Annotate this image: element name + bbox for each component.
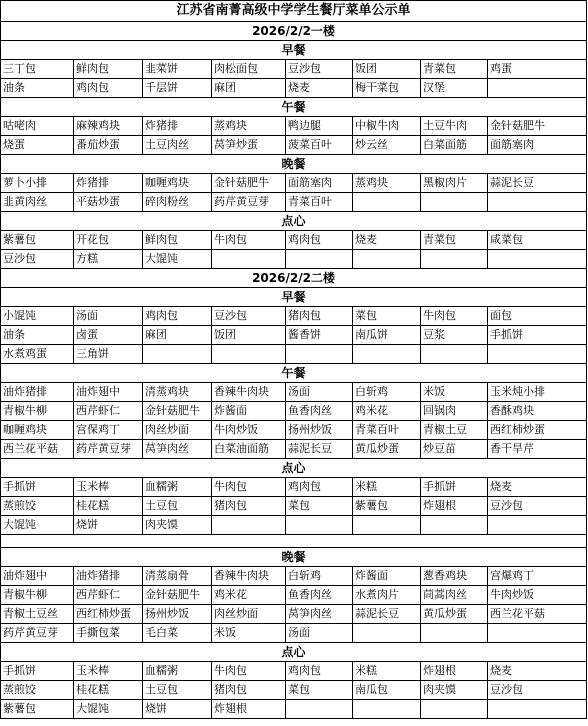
menu-cell: 白斩鸡 [286,567,353,586]
meal-heading-row [1,98,587,117]
menu-cell: 青菜百叶 [286,193,353,212]
menu-row [1,681,587,700]
menu-cell: 汤面 [286,383,353,402]
menu-cell: 饭团 [353,60,421,79]
menu-cell: 菜包 [286,681,353,700]
menu-cell: 平菇炒蛋 [74,193,143,212]
menu-cell: 青菜百叶 [353,421,421,440]
meal-heading-row [1,41,587,60]
menu-cell: 玉米棒 [74,478,143,497]
menu-cell: 桂花糕 [74,681,143,700]
menu-row [1,402,587,421]
menu-cell: 烧麦 [286,79,353,98]
menu-cell: 香干旱芹 [488,440,587,459]
menu-cell [286,516,353,535]
menu-cell: 蒸鸡块 [212,117,286,136]
menu-cell [488,624,587,643]
menu-row [1,136,587,155]
menu-cell: 肉松面包 [212,60,286,79]
menu-cell: 炸翅根 [421,662,488,681]
menu-row [1,478,587,497]
menu-cell: 扬州炒饭 [143,605,212,624]
menu-cell: 卤蛋 [74,326,143,345]
menu-row [1,662,587,681]
menu-row [1,79,587,98]
menu-row [1,700,587,719]
menu-cell: 猪肉包 [286,307,353,326]
menu-cell: 紫薯包 [353,497,421,516]
menu-cell: 白菜面筋 [421,136,488,155]
menu-cell: 番茄炒蛋 [74,136,143,155]
menu-cell: 菜包 [353,307,421,326]
menu-cell: 面包 [488,307,587,326]
menu-cell: 大馄饨 [143,250,212,269]
menu-cell: 西兰花平菇 [488,605,587,624]
menu-row [1,231,587,250]
menu-cell: 炸猪排 [74,174,143,193]
meal-heading: 点心 [1,212,587,231]
menu-row [1,516,587,535]
menu-cell: 鸡肉包 [74,79,143,98]
menu-cell: 三角饼 [74,345,143,364]
menu-cell: 黄瓜炒蛋 [421,605,488,624]
menu-cell [421,345,488,364]
menu-row [1,307,587,326]
menu-row [1,624,587,643]
menu-cell: 炸酱面 [353,567,421,586]
menu-cell [488,193,587,212]
section-date-row [1,269,587,288]
menu-cell: 开花包 [74,231,143,250]
menu-cell: 牛肉包 [212,478,286,497]
menu-cell [488,79,587,98]
menu-cell: 豆沙包 [488,497,587,516]
menu-cell: 汉堡 [421,79,488,98]
menu-cell [353,250,421,269]
menu-row [1,421,587,440]
menu-cell: 手抓饼 [1,478,74,497]
blank-spacer [1,535,587,548]
menu-cell: 咖喱鸡块 [1,421,74,440]
menu-cell: 方糕 [74,250,143,269]
menu-row [1,586,587,605]
menu-cell: 韭黄肉丝 [1,193,74,212]
menu-cell [421,516,488,535]
menu-cell [421,624,488,643]
title-row [1,1,587,22]
menu-cell [421,250,488,269]
menu-cell: 手撕包菜 [74,624,143,643]
meal-heading: 早餐 [1,41,587,60]
menu-cell: 土豆牛肉 [421,117,488,136]
menu-cell: 水煮鸡蛋 [1,345,74,364]
menu-cell: 莴笋肉丝 [143,440,212,459]
meal-heading: 晚餐 [1,548,587,567]
menu-cell: 肉夹馍 [421,681,488,700]
menu-cell: 猪肉包 [212,681,286,700]
menu-cell: 香酥鸡块 [488,402,587,421]
menu-cell: 药芹黄豆芽 [1,624,74,643]
menu-cell: 玉米炖小排 [488,383,587,402]
menu-cell: 豆沙包 [286,60,353,79]
menu-cell: 南瓜饼 [353,326,421,345]
menu-cell: 米糕 [353,478,421,497]
menu-cell: 扬州炒饭 [286,421,353,440]
meal-heading-row [1,212,587,231]
menu-cell: 烧麦 [488,478,587,497]
section-date: 2026/2/2一楼 [1,22,587,41]
menu-cell: 青椒土豆丝 [1,605,74,624]
menu-cell: 土豆包 [143,681,212,700]
menu-cell: 小馄饨 [1,307,74,326]
menu-cell: 麻团 [212,79,286,98]
menu-cell: 回锅肉 [421,402,488,421]
menu-cell: 油炸猪排 [74,567,143,586]
meal-heading-row [1,459,587,478]
menu-cell: 清蒸扇骨 [143,567,212,586]
menu-cell: 炒豆苗 [421,440,488,459]
menu-cell: 肉丝炒面 [143,421,212,440]
section-date-row [1,22,587,41]
menu-cell: 手抓饼 [421,478,488,497]
menu-row [1,326,587,345]
menu-cell: 蒜泥长豆 [488,174,587,193]
menu-row [1,174,587,193]
meal-heading: 早餐 [1,288,587,307]
menu-cell: 烧饼 [143,700,212,719]
menu-cell [353,700,421,719]
menu-cell: 金针菇肥牛 [143,586,212,605]
menu-row [1,250,587,269]
menu-cell: 宫保鸡丁 [74,421,143,440]
menu-cell: 青菜包 [421,231,488,250]
menu-cell: 清蒸鸡块 [143,383,212,402]
menu-cell: 西兰花平菇 [1,440,74,459]
menu-cell: 药芹黄豆芽 [212,193,286,212]
menu-cell: 青椒牛柳 [1,402,74,421]
menu-cell: 鸡米花 [353,402,421,421]
menu-cell: 鸭边腿 [286,117,353,136]
menu-cell: 烧麦 [353,231,421,250]
menu-cell: 麻辣鸡块 [74,117,143,136]
menu-cell: 毛白菜 [143,624,212,643]
meal-heading-row [1,364,587,383]
menu-cell: 桂花糕 [74,497,143,516]
menu-cell [488,700,587,719]
menu-row [1,497,587,516]
menu-cell: 西红柿炒蛋 [74,605,143,624]
menu-cell: 菜包 [286,497,353,516]
menu-cell: 烧蛋 [1,136,74,155]
menu-row [1,567,587,586]
menu-cell: 碎肉粉丝 [143,193,212,212]
menu-cell: 炸翅根 [421,497,488,516]
menu-row [1,440,587,459]
menu-row [1,605,587,624]
menu-cell: 南瓜包 [353,681,421,700]
menu-cell: 咖喱鸡块 [143,174,212,193]
menu-cell: 饭团 [212,326,286,345]
menu-cell: 萝卜小排 [1,174,74,193]
menu-cell: 面筋塞肉 [286,174,353,193]
menu-cell: 米糕 [353,662,421,681]
meal-heading: 午餐 [1,98,587,117]
meal-heading: 点心 [1,459,587,478]
menu-cell: 葱香鸡块 [421,567,488,586]
menu-cell: 鲜肉包 [143,231,212,250]
menu-cell: 千层饼 [143,79,212,98]
menu-cell: 手抓饼 [488,326,587,345]
menu-cell: 莴笋炒蛋 [212,136,286,155]
menu-cell [353,516,421,535]
menu-cell: 鸡肉包 [286,231,353,250]
menu-cell: 油炸翅中 [1,567,74,586]
menu-cell: 牛肉包 [212,662,286,681]
menu-cell: 蒜泥长豆 [353,605,421,624]
menu-cell: 蒸煎饺 [1,681,74,700]
menu-cell: 炸猪排 [143,117,212,136]
menu-cell: 药芹黄豆芽 [74,440,143,459]
menu-cell [353,624,421,643]
menu-cell: 米饭 [212,624,286,643]
menu-cell: 鱼香肉丝 [286,586,353,605]
menu-cell: 汤面 [74,307,143,326]
menu-cell: 鸡肉包 [143,307,212,326]
menu-cell: 金针菇肥牛 [488,117,587,136]
menu-cell: 血糯粥 [143,478,212,497]
menu-row [1,345,587,364]
menu-cell: 豆沙包 [488,681,587,700]
menu-cell: 青椒牛柳 [1,586,74,605]
menu-cell: 宫爆鸡丁 [488,567,587,586]
menu-cell: 水煮肉片 [353,586,421,605]
menu-cell: 金针菇肥牛 [212,174,286,193]
menu-cell [286,250,353,269]
menu-cell: 西芹虾仁 [74,586,143,605]
menu-cell: 黄瓜炒蛋 [353,440,421,459]
menu-cell: 牛肉包 [421,307,488,326]
menu-cell: 青椒土豆 [421,421,488,440]
menu-cell [212,516,286,535]
menu-cell: 炒云丝 [353,136,421,155]
menu-cell: 紫薯包 [1,700,74,719]
menu-cell: 三丁包 [1,60,74,79]
menu-cell [488,345,587,364]
menu-cell: 炸酱面 [212,402,286,421]
menu-cell: 牛肉炒饭 [212,421,286,440]
menu-cell: 牛肉炒饭 [488,586,587,605]
menu-cell: 紫薯包 [1,231,74,250]
meal-heading-row [1,643,587,662]
menu-cell: 豆浆 [421,326,488,345]
menu-cell: 中椒牛肉 [353,117,421,136]
menu-cell: 鸡肉包 [286,478,353,497]
menu-cell: 油炸翅中 [74,383,143,402]
menu-cell [488,250,587,269]
menu-cell: 咸菜包 [488,231,587,250]
menu-cell: 烧麦 [488,662,587,681]
menu-cell [421,193,488,212]
menu-cell: 韭菜饼 [143,60,212,79]
menu-cell: 血糯粥 [143,662,212,681]
menu-cell: 香辣牛肉块 [212,567,286,586]
menu-cell: 菠菜百叶 [286,136,353,155]
sheet-title: 江苏省南菁高级中学学生餐厅菜单公示单 [1,1,587,22]
menu-cell: 青菜包 [421,60,488,79]
menu-cell: 手抓饼 [1,662,74,681]
menu-cell: 西芹虾仁 [74,402,143,421]
menu-cell: 猪肉包 [212,497,286,516]
menu-cell: 蒜泥长豆 [286,440,353,459]
menu-cell: 鸡蛋 [488,60,587,79]
menu-cell: 鸡米花 [212,586,286,605]
meal-heading: 晚餐 [1,155,587,174]
menu-cell: 豆沙包 [212,307,286,326]
menu-cell: 汤面 [286,624,353,643]
menu-cell: 梅干菜包 [353,79,421,98]
menu-cell [353,345,421,364]
menu-cell: 烧饼 [74,516,143,535]
menu-row [1,60,587,79]
menu-row [1,383,587,402]
menu-cell [353,193,421,212]
meal-heading-row [1,155,587,174]
menu-cell: 玉米棒 [74,662,143,681]
menu-cell: 豆沙包 [1,250,74,269]
menu-cell: 鲜肉包 [74,60,143,79]
menu-cell: 麻团 [143,326,212,345]
menu-cell: 茼蒿肉丝 [421,586,488,605]
menu-cell [286,345,353,364]
menu-cell: 大馄饨 [1,516,74,535]
meal-heading-row [1,548,587,567]
menu-cell: 鱼香肉丝 [286,402,353,421]
menu-cell: 蒸煎饺 [1,497,74,516]
menu-cell [143,345,212,364]
menu-row [1,193,587,212]
menu-cell: 黑椒肉片 [421,174,488,193]
blank-spacer-row [1,535,587,548]
menu-cell [212,345,286,364]
meal-heading-row [1,288,587,307]
section-date: 2026/2/2二楼 [1,269,587,288]
menu-row [1,117,587,136]
menu-cell: 米饭 [421,383,488,402]
menu-cell: 白菜油面筋 [212,440,286,459]
menu-cell: 白斩鸡 [353,383,421,402]
menu-cell: 酱香饼 [286,326,353,345]
menu-cell: 金针菇肥牛 [143,402,212,421]
menu-cell: 油条 [1,326,74,345]
menu-cell: 肉夹馍 [143,516,212,535]
menu-cell [488,516,587,535]
menu-cell: 香辣牛肉块 [212,383,286,402]
menu-cell [286,700,353,719]
menu-cell: 土豆包 [143,497,212,516]
menu-cell: 大馄饨 [74,700,143,719]
menu-cell: 肉丝炒面 [212,605,286,624]
menu-cell: 炸翅根 [212,700,286,719]
menu-cell: 鸡肉包 [286,662,353,681]
menu-cell: 面筋塞肉 [488,136,587,155]
menu-cell: 油条 [1,79,74,98]
meal-heading: 点心 [1,643,587,662]
menu-cell: 牛肉包 [212,231,286,250]
menu-cell: 土豆肉丝 [143,136,212,155]
menu-cell: 油炸猪排 [1,383,74,402]
meal-heading: 午餐 [1,364,587,383]
menu-cell: 莴笋肉丝 [286,605,353,624]
menu-cell [212,250,286,269]
menu-cell [421,700,488,719]
menu-cell: 西红柿炒蛋 [488,421,587,440]
menu-cell: 蒸鸡块 [353,174,421,193]
menu-cell: 咕咾肉 [1,117,74,136]
